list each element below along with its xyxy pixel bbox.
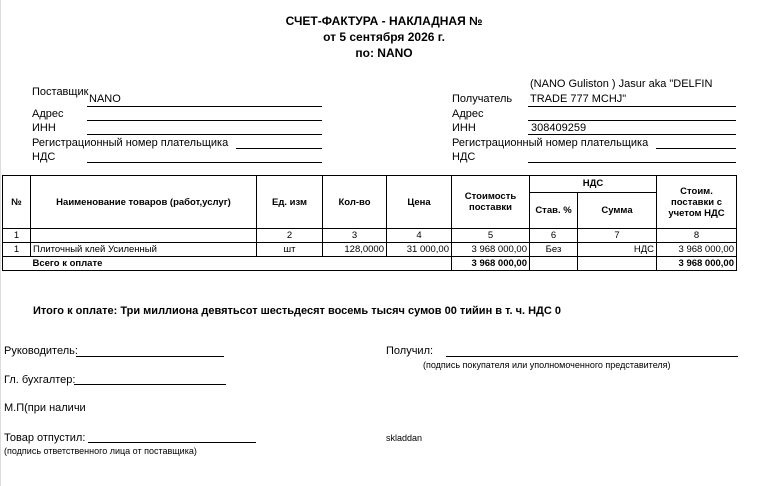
row-name: Плиточный клей Усиленный — [31, 243, 257, 257]
col-number: 8 — [657, 229, 737, 243]
header-qty: Кол-во — [323, 176, 387, 229]
supplier-address-label: Адрес — [32, 108, 64, 120]
recipient-underline — [528, 106, 736, 107]
supplier-inn-underline — [87, 134, 322, 135]
supplier-vat-label: НДС — [32, 151, 56, 163]
recipient-reg-underline — [656, 148, 736, 149]
recipient-inn-value: 308409259 — [531, 122, 587, 134]
table-row — [3, 243, 737, 257]
total-total: 3 968 000,00 — [657, 257, 737, 271]
header-total: Стоим. поставки с учетом НДС — [657, 176, 737, 229]
released-label: Товар отпустил: — [4, 432, 86, 444]
recipient-vat-underline — [528, 162, 736, 163]
col-number: 5 — [452, 229, 530, 243]
col-number: 6 — [530, 229, 578, 243]
row-num: 1 — [3, 243, 31, 257]
recipient-address-underline — [528, 120, 736, 121]
received-label: Получил: — [386, 345, 434, 357]
invoice-table — [2, 175, 737, 271]
invoice-basis: по: NANO — [355, 46, 413, 60]
recipient-label: Получатель — [452, 93, 513, 105]
supplier-inn-label: ИНН — [32, 122, 56, 134]
supplier-value: NANO — [89, 93, 121, 105]
table-total-row — [3, 257, 737, 271]
supplier-vat-underline — [87, 162, 322, 163]
header-vat-sum: Сумма — [578, 192, 657, 228]
supplier-underline — [87, 106, 322, 107]
col-number: 3 — [323, 229, 387, 243]
released-note: (подпись ответственного лица от поставщика) — [4, 446, 197, 456]
recipient-reg-label: Регистрационный номер плательщика — [452, 137, 649, 149]
director-signature-line — [76, 356, 224, 357]
recipient-inn-label: ИНН — [452, 122, 476, 134]
header-cost: Стоимость поставки — [452, 176, 530, 229]
total-label: Всего к оплате — [31, 257, 452, 271]
row-qty: 128,0000 — [323, 243, 387, 257]
warehouse-text: skladdan — [386, 433, 423, 443]
invoice-title: СЧЕТ-ФАКТУРА - НАКЛАДНАЯ № — [285, 14, 483, 28]
header-name: Наименование товаров (работ,услуг) — [31, 176, 257, 229]
page-left-border — [0, 0, 1, 486]
received-signature-line — [446, 356, 738, 357]
header-price: Цена — [387, 176, 452, 229]
header-vat: НДС — [530, 176, 657, 193]
row-total: 3 968 000,00 — [657, 243, 737, 257]
invoice-date: от 5 сентября 2026 г. — [323, 30, 445, 44]
header-vat-rate: Став. % — [530, 192, 578, 228]
recipient-inn-underline — [528, 134, 736, 135]
row-unit: шт — [257, 243, 323, 257]
total-cost: 3 968 000,00 — [452, 257, 530, 271]
supplier-address-underline — [87, 120, 322, 121]
recipient-value-line2: TRADE 777 MCHJ" — [530, 93, 627, 105]
accountant-signature-line — [74, 384, 226, 385]
col-number: 4 — [387, 229, 452, 243]
director-label: Руководитель: — [4, 345, 78, 357]
stamp-label: М.П(при наличи — [4, 402, 86, 414]
received-note: (подпись покупателя или уполномоченного представителя) — [423, 360, 671, 370]
row-price: 31 000,00 — [387, 243, 452, 257]
col-number: 1 — [3, 229, 31, 243]
supplier-reg-underline — [236, 148, 322, 149]
row-vat-sum: НДС — [578, 243, 657, 257]
recipient-vat-label: НДС — [452, 151, 476, 163]
header-unit: Ед. изм — [257, 176, 323, 229]
accountant-label: Гл. бухгалтер: — [4, 374, 76, 386]
row-vat-rate: Без — [530, 243, 578, 257]
released-signature-line — [88, 442, 256, 443]
recipient-value-line1: (NANO Guliston ) Jasur aka "DELFIN — [530, 78, 713, 90]
header-num: № — [3, 176, 31, 229]
col-number: 2 — [257, 229, 323, 243]
supplier-label: Поставщик — [32, 86, 89, 98]
supplier-reg-label: Регистрационный номер плательщика — [32, 137, 229, 149]
amount-in-words: Итого к оплате: Три миллиона девятьсот шестьдесят восемь тысяч сумов 00 тийин в т. ч. НДС 0 — [33, 305, 562, 317]
col-number: 7 — [578, 229, 657, 243]
recipient-address-label: Адрес — [452, 108, 484, 120]
row-cost: 3 968 000,00 — [452, 243, 530, 257]
